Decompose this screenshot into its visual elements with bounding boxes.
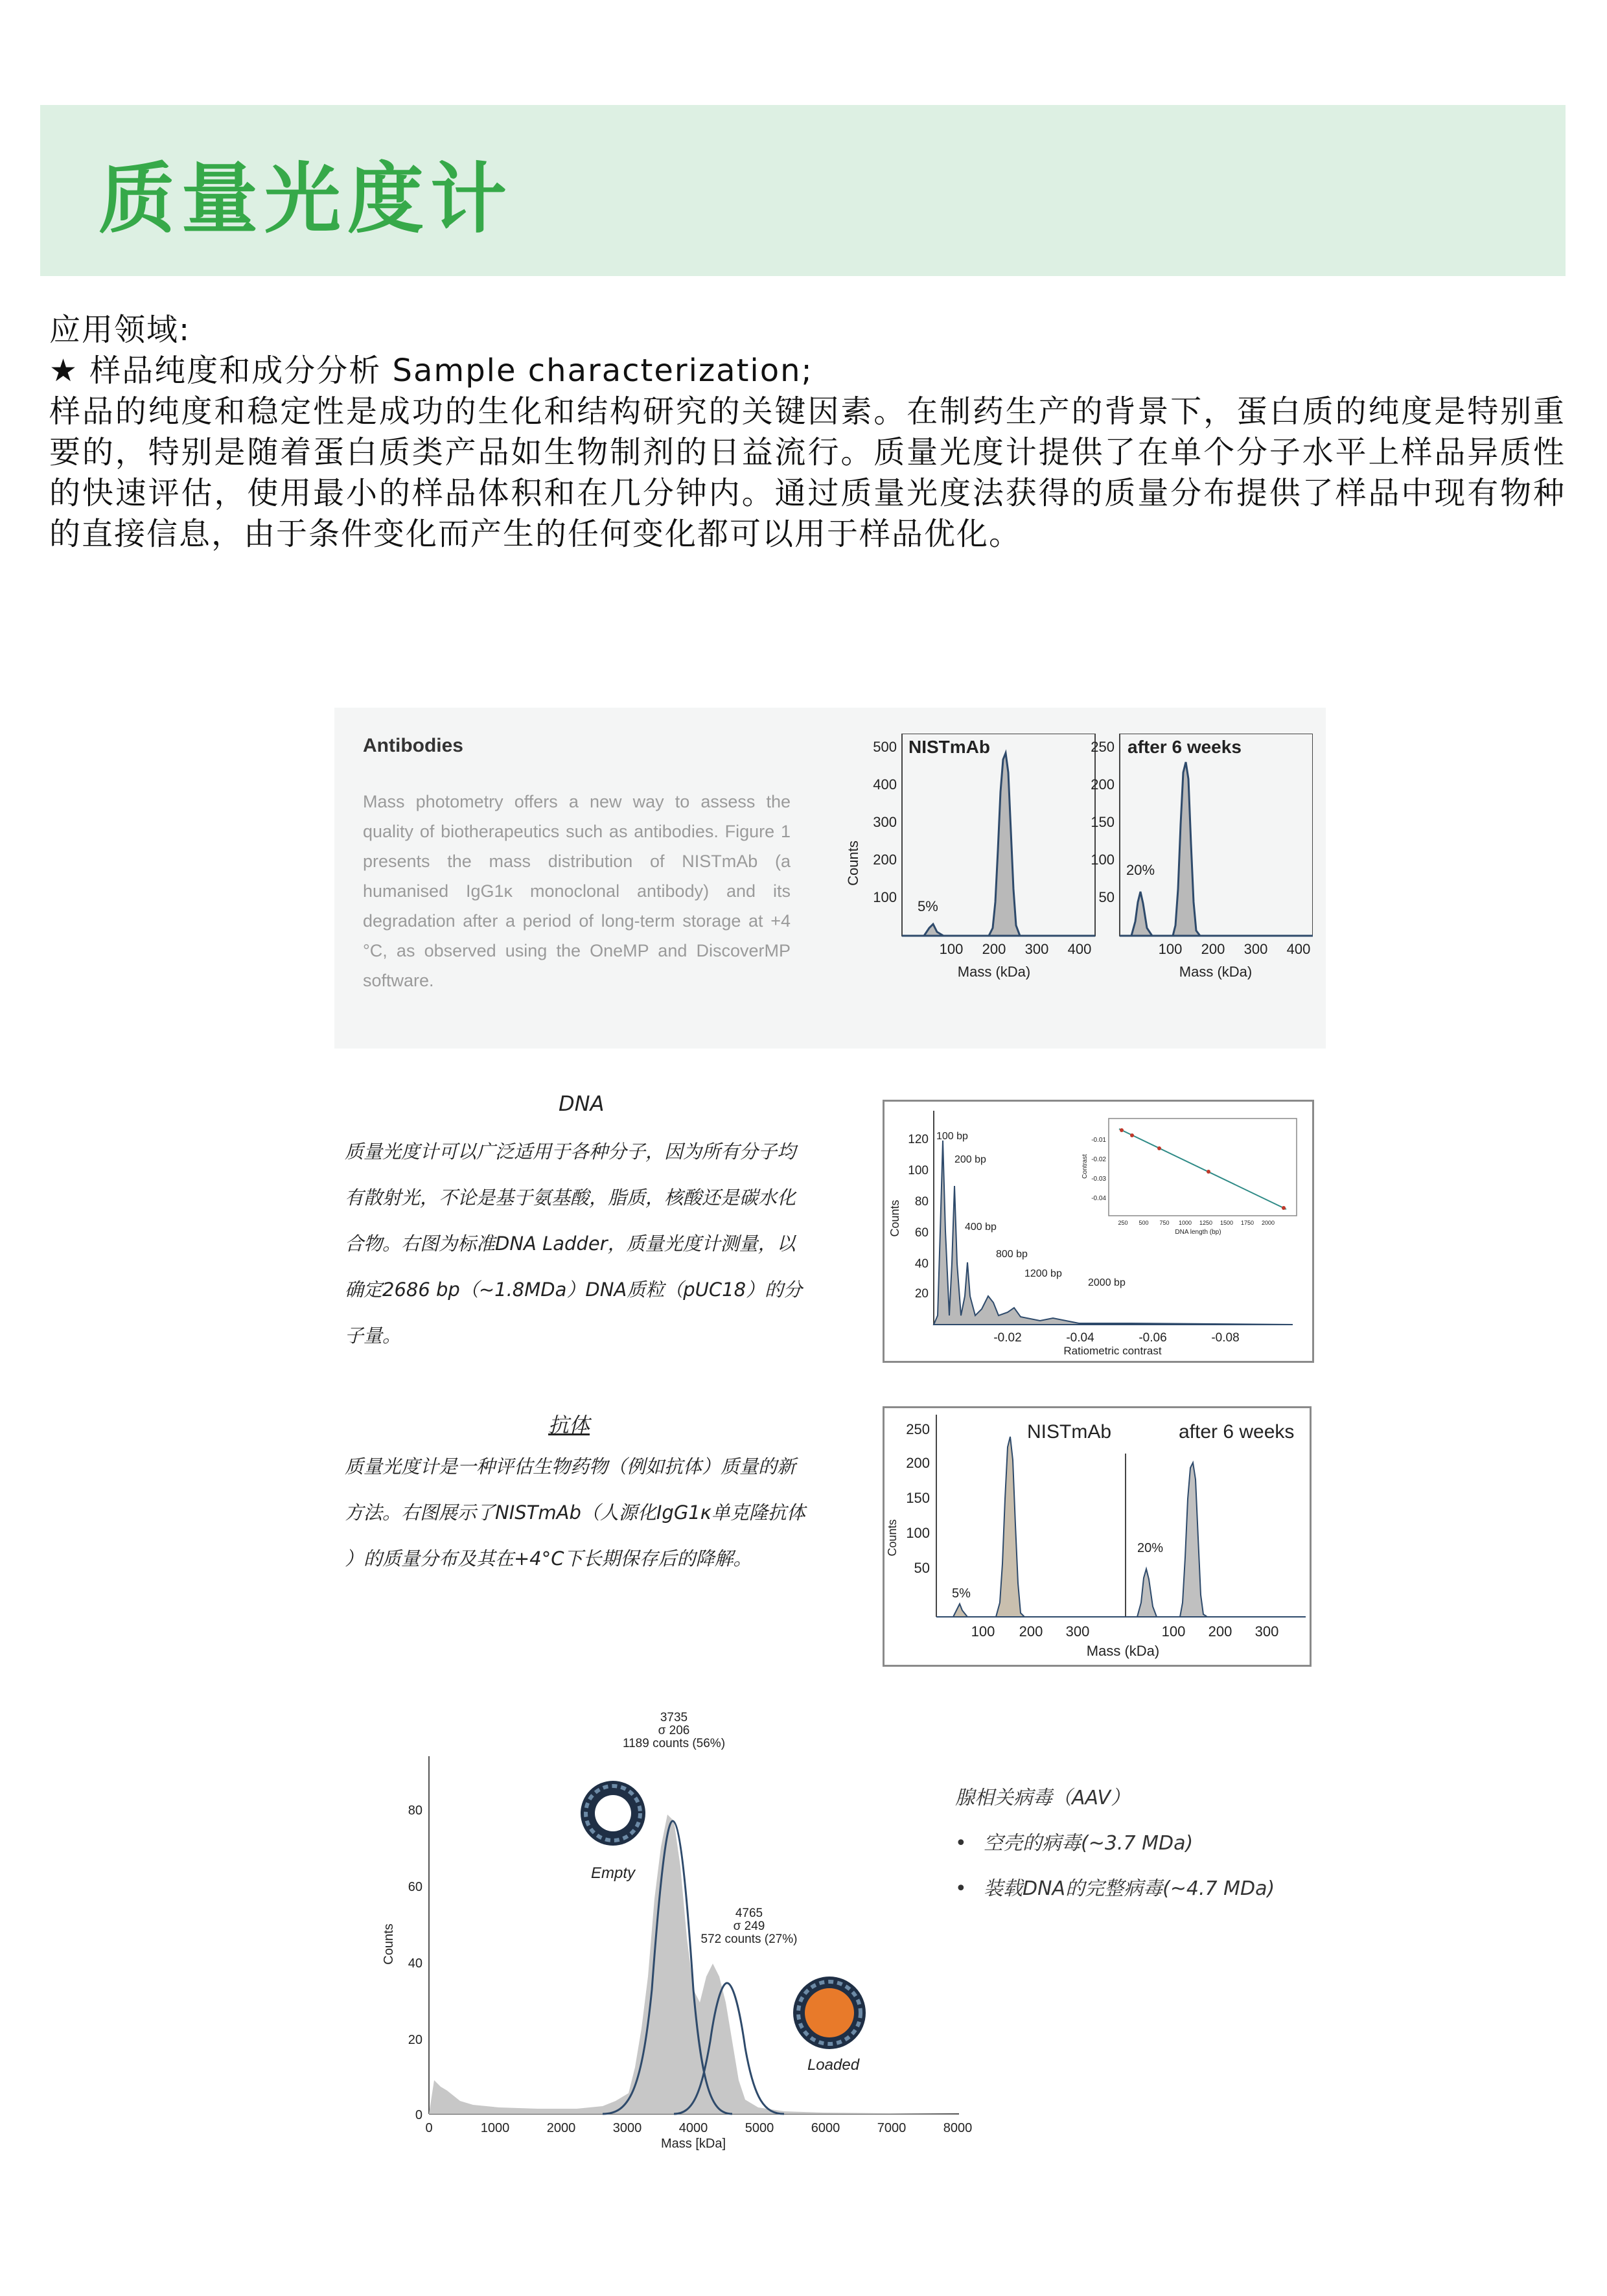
- inset-xticks: [1118, 1220, 1275, 1226]
- xtick: 100: [971, 1623, 995, 1640]
- xtick: 200: [1201, 941, 1225, 957]
- xtick: 400: [1067, 941, 1092, 957]
- x-axis-label: Ratiometric contrast: [1063, 1345, 1162, 1357]
- ytick: 200: [906, 1455, 930, 1471]
- peak1-sigma: σ 206: [658, 1724, 690, 1737]
- peak-label: 100 bp: [936, 1131, 968, 1142]
- y-axis-label: Counts: [382, 1923, 396, 1965]
- ytick: 80: [914, 1195, 929, 1209]
- xtick: 300: [1065, 1623, 1090, 1640]
- right-histogram: [1120, 762, 1313, 936]
- ytick: 40: [408, 1956, 422, 1971]
- peak-label: 800 bp: [996, 1249, 1028, 1260]
- antibodies-chart: [840, 734, 1313, 1032]
- ytick: 150: [1091, 814, 1115, 830]
- loaded-virus-core: [805, 1988, 854, 2037]
- y-axis-label: Counts: [888, 1200, 901, 1237]
- dna-line: 合物。右图为标准DNA Ladder，质量光度计测量，以: [345, 1233, 796, 1255]
- peak1-counts: 1189 counts (56%): [622, 1737, 726, 1750]
- aav-title: 腺相关病毒（AAV）: [955, 1787, 1131, 1809]
- ytick: 250: [906, 1421, 930, 1437]
- empty-virus-core: [595, 1795, 631, 1831]
- y-axis-label: Counts: [886, 1519, 899, 1557]
- inset-ytick: -0.04: [1091, 1195, 1106, 1202]
- dna-line: 质量光度计可以广泛适用于各种分子，因为所有分子均: [345, 1141, 796, 1163]
- xtick: 5000: [745, 2121, 774, 2135]
- right-annotation: 20%: [1137, 1541, 1164, 1555]
- intro-paragraph: 样品的纯度和稳定性是成功的生化和结构研究的关键因素。在制药生产的背景下，蛋白质的纯度是特别重要的，特别是随着蛋白质类产品如生物制剂的日益流行。质量光度计提供了在单个分子水平上样品异质性的快速评估，使用最小的样品体积和在几分钟内。通过质量光度法获得的质量分布提供了样品中现有物种的直接信息，由于条件变化而产生的任何变化都可以用于样品优化。: [49, 393, 1566, 552]
- x-axis-label: Mass [kDa]: [660, 2137, 726, 2151]
- right-annotation: 20%: [1126, 862, 1155, 878]
- left-xticks: [940, 941, 1092, 957]
- inset-xlabel: DNA length (bp): [1175, 1229, 1221, 1236]
- left-panel-label: NISTmAb: [908, 737, 990, 757]
- inset-xtick: 250: [1118, 1220, 1128, 1226]
- dna-xticks: [993, 1331, 1239, 1345]
- peak-label: 200 bp: [954, 1154, 986, 1165]
- ytick: 60: [914, 1226, 929, 1240]
- inset-point: [1282, 1206, 1286, 1210]
- ytick: 400: [873, 776, 897, 793]
- dna-chart: [884, 1102, 1312, 1361]
- loaded-label: Loaded: [807, 2056, 860, 2074]
- ytick: 300: [873, 814, 897, 830]
- dna-peak-labels: [936, 1131, 1126, 1288]
- right-panel-label: after 6 weeks: [1127, 737, 1242, 757]
- peak2-mass: 4765: [735, 1907, 763, 1920]
- ytick: 100: [873, 889, 897, 905]
- ytick: 200: [1091, 776, 1115, 793]
- intro-section: [49, 310, 1566, 555]
- ytick: 120: [908, 1133, 929, 1146]
- left-yticks: [873, 739, 897, 905]
- xtick: 400: [1286, 941, 1311, 957]
- dna-line: 确定2686 bp（~1.8MDa）DNA质粒（pUC18）的分: [345, 1279, 803, 1301]
- inset-ytick: -0.01: [1091, 1137, 1106, 1144]
- ytick: 20: [914, 1287, 929, 1301]
- xtick: 100: [939, 941, 964, 957]
- ytick: 50: [914, 1560, 930, 1576]
- right-yticks: [1091, 739, 1115, 905]
- y-axis-label: Counts: [845, 841, 861, 886]
- aav-item: [955, 1866, 1275, 1912]
- xtick: 2000: [546, 2121, 576, 2135]
- ytick: 80: [408, 1803, 422, 1818]
- inset-xtick: 1000: [1178, 1220, 1192, 1226]
- ytick: 20: [408, 2033, 422, 2047]
- figure-title: Antibodies: [363, 735, 463, 756]
- figure-description: Mass photometry offers a new way to assess the quality of biotherapeutics such as antibodies. Figure 1 presents the mass distribution of NISTmAb (a humanised IgG1κ monoclonal antibody) and its degradation after a period of long-term storage at +4 °C, as observed using the OneMP and DiscoverMP software.: [363, 792, 791, 990]
- aav-description: [955, 1776, 1275, 1912]
- inset-xtick: 750: [1159, 1220, 1170, 1226]
- right-panel-frame: [1120, 734, 1313, 936]
- right-xticks: [1159, 941, 1311, 957]
- inset-xtick: 1750: [1240, 1220, 1254, 1226]
- xtick: -0.04: [1066, 1331, 1094, 1345]
- ytick: 50: [1098, 889, 1115, 905]
- xtick: 200: [1208, 1623, 1232, 1640]
- ytick: 250: [1091, 739, 1115, 755]
- xtick: 300: [1024, 941, 1049, 957]
- x-axis-label: Mass (kDa): [1086, 1643, 1160, 1659]
- antibody-chart: [884, 1408, 1310, 1665]
- xtick: 6000: [811, 2121, 840, 2135]
- xtick: 300: [1243, 941, 1268, 957]
- ytick: 100: [1091, 852, 1115, 868]
- aav-xticks: [425, 2121, 972, 2135]
- ytick: 150: [906, 1490, 930, 1506]
- peak2-sigma: σ 249: [733, 1919, 765, 1933]
- peak2-annotation: [701, 1907, 798, 1946]
- xtick: 3000: [612, 2121, 642, 2135]
- inset-point: [1130, 1133, 1134, 1137]
- antibody-xticks: [971, 1623, 1279, 1640]
- xtick: 200: [1019, 1623, 1043, 1640]
- xtick: 4000: [678, 2121, 708, 2135]
- right-panel-label: after 6 weeks: [1179, 1421, 1295, 1443]
- dna-description: [345, 1129, 824, 1359]
- xtick: 200: [982, 941, 1006, 957]
- dna-yticks: [908, 1133, 929, 1301]
- header-banner: [40, 105, 1566, 276]
- xtick: 8000: [943, 2121, 973, 2135]
- empty-virus-icon: [581, 1781, 645, 1846]
- antibody-line: 质量光度计是一种评估生物药物（例如抗体）质量的新: [345, 1455, 796, 1478]
- right-histogram: [1126, 1463, 1306, 1617]
- aav-chart: [369, 1704, 978, 2158]
- antibody-line: 方法。右图展示了NISTmAb（人源化IgG1κ单克隆抗体: [345, 1502, 805, 1524]
- peak2-counts: 572 counts (27%): [700, 1932, 798, 1946]
- antibody-description: [345, 1444, 837, 1582]
- bullet-line: ★ 样品纯度和成分分析 Sample characterization;: [49, 353, 813, 389]
- ytick: 100: [906, 1525, 930, 1541]
- peak-label: 400 bp: [965, 1222, 997, 1233]
- ytick: 40: [914, 1257, 929, 1271]
- dna-chart-box: [883, 1100, 1314, 1363]
- inset-xtick: 2000: [1261, 1220, 1275, 1226]
- aav-yticks: [408, 1803, 422, 2122]
- inset-xtick: 500: [1139, 1220, 1149, 1226]
- inset-xtick: 1250: [1199, 1220, 1213, 1226]
- antibody-yticks: [906, 1421, 930, 1576]
- inset-yticks: [1091, 1137, 1106, 1202]
- peak-label: 2000 bp: [1088, 1277, 1126, 1288]
- dna-line: 子量。: [345, 1325, 402, 1347]
- peak-label: 1200 bp: [1024, 1268, 1062, 1279]
- xtick: 300: [1254, 1623, 1279, 1640]
- left-xlabel: Mass (kDa): [957, 964, 1031, 980]
- xtick: 1000: [480, 2121, 510, 2135]
- xtick: -0.02: [993, 1331, 1022, 1345]
- dna-line: 有散射光，不论是基于氨基酸，脂质，核酸还是碳水化: [345, 1187, 796, 1209]
- left-annotation: 5%: [952, 1586, 971, 1601]
- antibody-chart-box: [883, 1406, 1312, 1667]
- antibodies-figure: [334, 708, 1326, 1049]
- left-annotation: 5%: [918, 898, 938, 914]
- xtick: -0.06: [1139, 1331, 1167, 1345]
- peak1-mass: 3735: [660, 1711, 688, 1724]
- ytick: 0: [415, 2108, 422, 2122]
- ytick: 200: [873, 852, 897, 868]
- left-panel-label: NISTmAb: [1027, 1421, 1112, 1443]
- inset-ylabel: Contrast: [1081, 1154, 1089, 1179]
- loaded-virus-icon: [793, 1977, 866, 2049]
- ytick: 500: [873, 739, 897, 755]
- inset-ytick: -0.03: [1091, 1176, 1106, 1183]
- xtick: 0: [425, 2121, 433, 2135]
- inset-point: [1157, 1146, 1161, 1150]
- xtick: 100: [1158, 941, 1183, 957]
- page-title: 质量光度计: [98, 154, 514, 244]
- antibody-line: ）的质量分布及其在+4°C下长期保存后的降解。: [345, 1548, 752, 1570]
- right-xlabel: Mass (kDa): [1179, 964, 1253, 980]
- aav-item: [955, 1821, 1275, 1866]
- dna-title: DNA: [559, 1091, 605, 1116]
- empty-label: Empty: [590, 1864, 636, 1882]
- aav-item-text: 装载DNA的完整病毒(~4.7 MDa): [984, 1877, 1275, 1900]
- inset-xtick: 1500: [1220, 1220, 1234, 1226]
- peak1-annotation: [623, 1711, 725, 1750]
- field-label: 应用领域:: [49, 312, 191, 348]
- xtick: 100: [1161, 1623, 1186, 1640]
- xtick: 7000: [877, 2121, 907, 2135]
- inset-point: [1207, 1170, 1210, 1174]
- aav-histogram: [429, 1815, 959, 2114]
- xtick: -0.08: [1211, 1331, 1240, 1345]
- aav-item-text: 空壳的病毒(~3.7 MDa): [984, 1832, 1194, 1855]
- ytick: 60: [408, 1880, 422, 1894]
- inset-ytick: -0.02: [1091, 1156, 1106, 1163]
- dna-inset: [1081, 1119, 1297, 1236]
- inset-point: [1120, 1128, 1124, 1132]
- antibody-title: 抗体: [548, 1413, 590, 1437]
- ytick: 100: [908, 1164, 929, 1177]
